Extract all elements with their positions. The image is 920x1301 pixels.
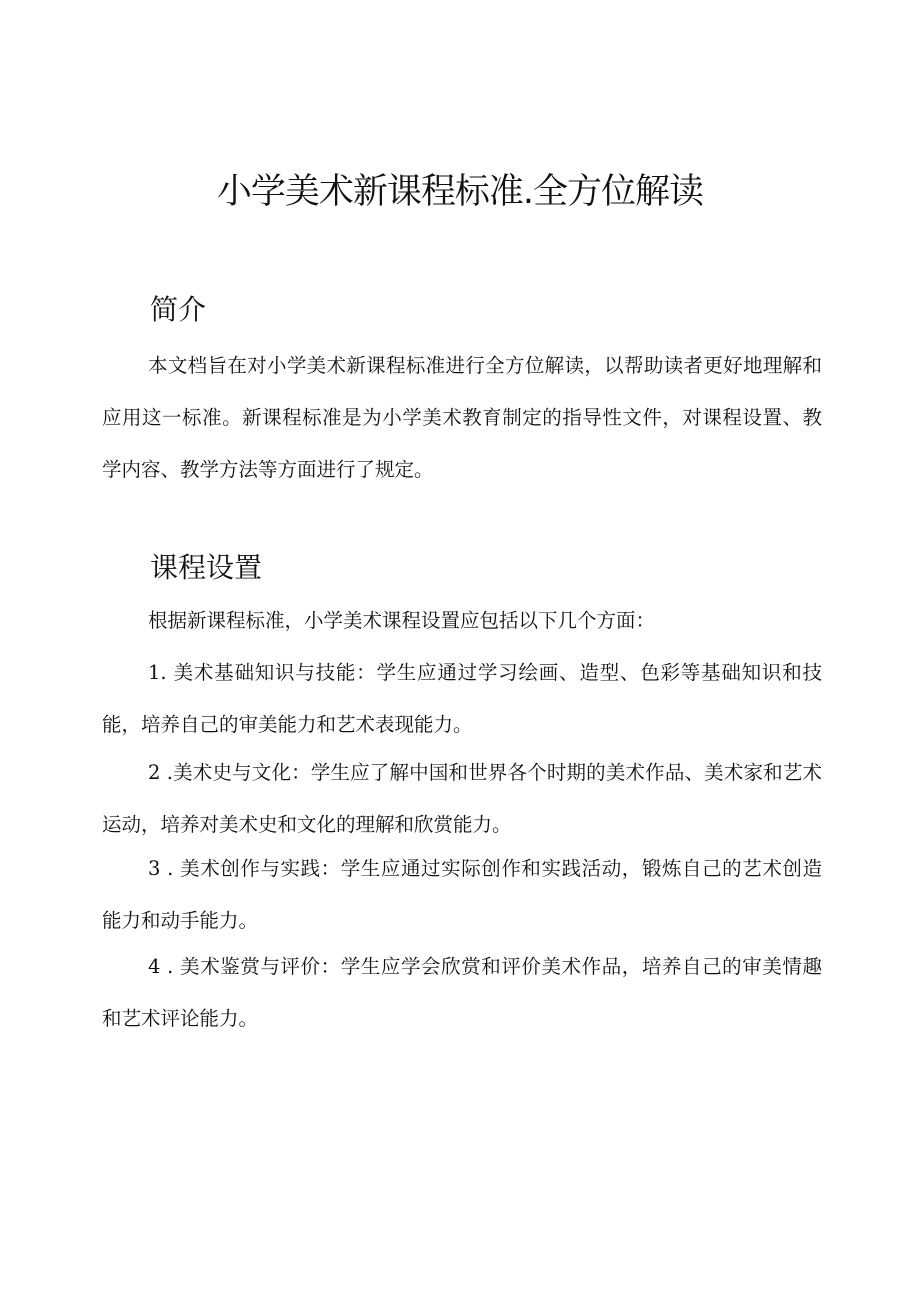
document-title: 小学美术新课程标准.全方位解读	[216, 172, 704, 212]
intro-paragraph: 本文档旨在对小学美术新课程标准进行全方位解读，以帮助读者更好地理解和应用这一标准。新课程标准是为小学美术教育制定的指导性文件，对课程设置、教学内容、教学方法等方面进行了规定。	[102, 354, 822, 481]
course-setup-item-1: 1. 美术基础知识与技能：学生应通过学习绘画、造型、色彩等基础知识和技能，培养自己的审美能力和艺术表现能力。	[102, 661, 822, 736]
course-setup-item-4: 4 . 美术鉴赏与评价：学生应学会欣赏和评价美术作品，培养自己的审美情趣和艺术评论能力。	[102, 955, 822, 1030]
course-setup-item-3: 3 . 美术创作与实践：学生应通过实际创作和实践活动，锻炼自己的艺术创造能力和动手能力。	[102, 857, 822, 932]
section-heading-course-setup: 课程设置	[150, 551, 263, 584]
section-heading-intro: 简介	[150, 293, 207, 326]
course-setup-item-2: 2 .美术史与文化：学生应了解中国和世界各个时期的美术作品、美术家和艺术运动，培养对美术史和文化的理解和欣赏能力。	[102, 761, 822, 836]
course-setup-lead-paragraph: 根据新课程标准，小学美术课程设置应包括以下几个方面：	[148, 609, 656, 632]
